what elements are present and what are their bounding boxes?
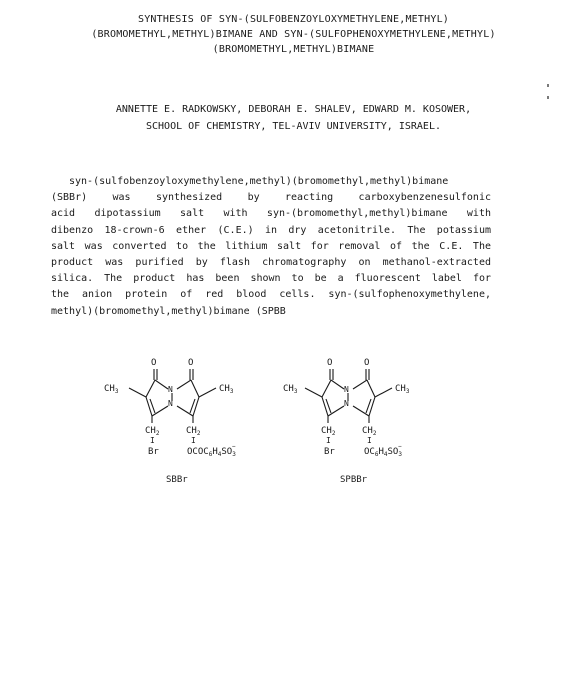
abstract-line: salt was converted to the lithium salt for removal of the C.E. The xyxy=(51,240,491,252)
sbbr-bond-right: I xyxy=(191,436,196,445)
sbbr-carbonyl-right: O xyxy=(188,358,194,368)
author-affiliation: SCHOOL OF CHEMISTRY, TEL-AVIV UNIVERSITY, ISRAEL. xyxy=(145,121,441,132)
author-block xyxy=(0,101,587,135)
spbb-nitrogen-top: N xyxy=(344,385,349,394)
abstract-line: silica. The product has been shown to be a fluorescent label for xyxy=(51,273,491,285)
title-line-1: SYNTHESIS OF SYN-(SULFOBENZOYLOXYMETHYLENE,METHYL) xyxy=(137,14,450,25)
abstract-line: syn-(sulfobenzoyloxymethylene,methyl)(bromomethyl,methyl)bimane xyxy=(69,176,449,187)
abstract-line: the anion protein of red blood cells. syn-(sulfophenoxymethylene, xyxy=(51,289,491,301)
sbbr-caption: SBBr xyxy=(166,475,188,485)
sbbr-labels xyxy=(104,358,236,485)
spbb-structure xyxy=(305,369,392,423)
title-line-2: (BROMOMETHYL,METHYL)BIMANE AND SYN-(SULFOPHENOXYMETHYLENE,METHYL) xyxy=(91,29,496,40)
spbb-bond-right: I xyxy=(367,436,372,445)
spbb-methyl-right: $CH_3$ xyxy=(395,384,410,395)
abstract-body xyxy=(51,174,491,320)
sbbr-sulfobenzoyl-group: $OCOC_6H_4SO_3-$ xyxy=(187,443,236,458)
spbb-caption: SPBBr xyxy=(340,475,368,485)
sbbr-nitrogen-top: N xyxy=(168,385,173,394)
sbbr-nitrogen-bottom: N xyxy=(168,399,173,408)
title-line-3: (BROMOMETHYL,METHYL)BIMANE xyxy=(212,44,375,55)
abstract-line: (SBBr) was synthesized by reacting carboxybenzenesulfonic xyxy=(51,192,491,204)
abstract-line: methyl)(bromomethyl,methyl)bimane (SPBB xyxy=(51,305,286,317)
sbbr-carbonyl-left: O xyxy=(151,358,157,368)
sbbr-bromine: Br xyxy=(148,447,159,457)
spbb-labels xyxy=(283,358,410,485)
spbb-methylene-right: $CH_2$ xyxy=(362,426,377,437)
paper-title xyxy=(0,12,587,57)
structure-diagrams xyxy=(0,345,587,495)
margin-speck xyxy=(547,84,549,87)
spbb-nitrogen-bottom: N xyxy=(344,399,349,408)
author-names: ANNETTE E. RADKOWSKY, DEBORAH E. SHALEV, EDWARD M. KOSOWER, xyxy=(115,104,472,115)
sbbr-methylene-right: $CH_2$ xyxy=(186,426,201,437)
spbb-carbonyl-left: O xyxy=(327,358,333,368)
sbbr-bond-left: I xyxy=(150,436,155,445)
structure-figure xyxy=(0,345,587,495)
sbbr-methylene-left: $CH_2$ xyxy=(145,426,160,437)
sbbr-methyl-left: $CH_3$ xyxy=(104,384,119,395)
spbb-bond-left: I xyxy=(326,436,331,445)
abstract-line: dibenzo 18-crown-6 ether (C.E.) in dry acetonitrile. The potassium xyxy=(51,224,491,236)
sbbr-structure xyxy=(129,369,216,423)
abstract-line: product was purified by flash chromatography on methanol-extracted xyxy=(51,257,491,269)
sbbr-methyl-right: $CH_3$ xyxy=(219,384,234,395)
margin-speck xyxy=(547,96,549,99)
abstract-line: acid dipotassium salt with syn-(bromomethyl,methyl)bimane with xyxy=(51,208,491,220)
spbb-bromine: Br xyxy=(324,447,335,457)
spbb-carbonyl-right: O xyxy=(364,358,370,368)
spbb-methylene-left: $CH_2$ xyxy=(321,426,336,437)
spbb-methyl-left: $CH_3$ xyxy=(283,384,298,395)
spbb-sulfophenoxy-group: $OC_6H_4SO_3-$ xyxy=(364,443,402,458)
